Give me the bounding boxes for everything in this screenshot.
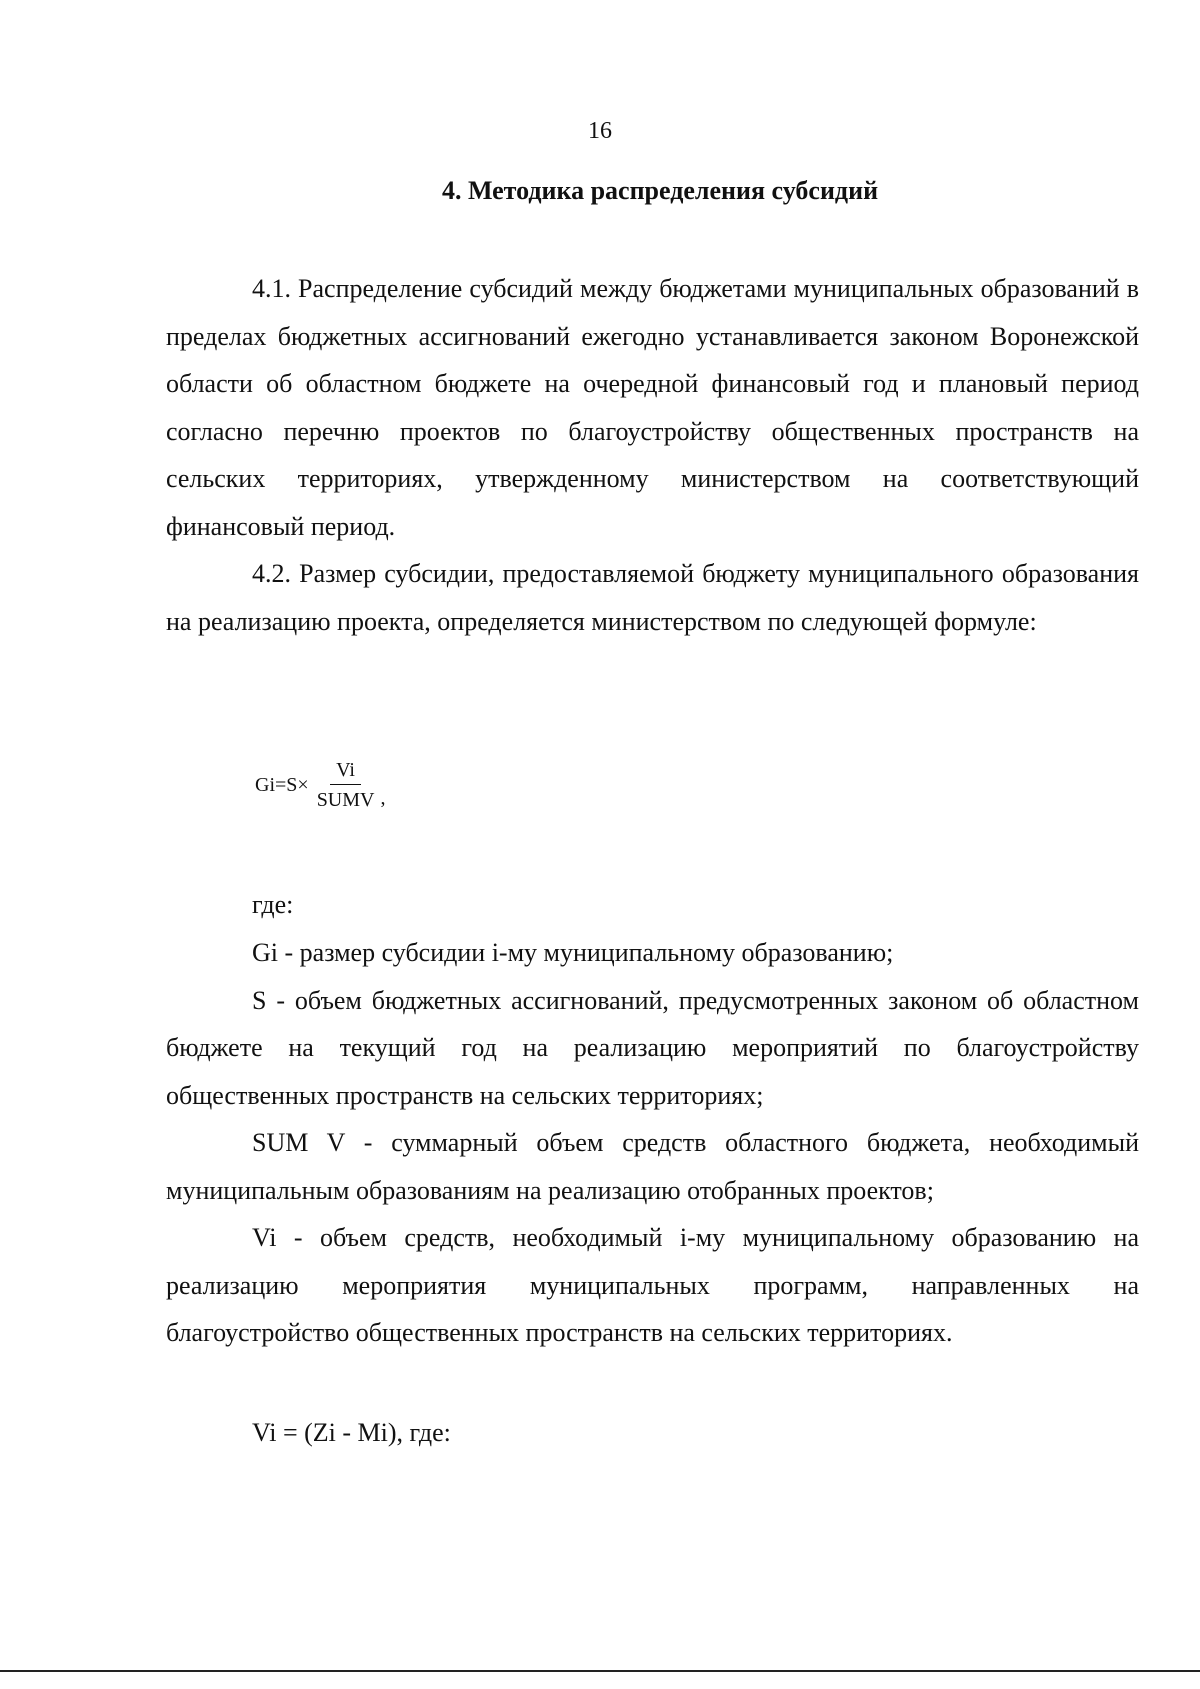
page-number: 16 [588, 118, 612, 144]
definition-vi: Vi - объем средств, необходимый i-му муниципальному образованию на реализацию мероприятия муниципальных программ, направленных на благоустройство общественных пространств на сельских территориях. [166, 1223, 1139, 1347]
bottom-rule [0, 1670, 1200, 1672]
body-text [166, 265, 1139, 645]
definition-s: S - объем бюджетных ассигнований, предусмотренных законом об областном бюджете на текущий год на реализацию мероприятий по благоустройству общественных пространств на сельских территориях; [166, 985, 1139, 1110]
definition-sumv: SUM V - суммарный объем средств областного бюджета, необходимый муниципальным образованиям на реализацию отобранных проектов; [166, 1128, 1139, 1205]
definitions [166, 929, 1139, 1357]
formula-trail: , [380, 787, 386, 809]
formula-fraction [311, 758, 381, 812]
formula-numerator: Vi [330, 758, 361, 785]
subsidy-formula [255, 758, 385, 812]
formula-lhs: Gi=S× [255, 774, 309, 796]
section-heading: 4. Методика распределения субсидий [441, 176, 879, 205]
vi-formula: Vi = (Zi - Mi), где: [252, 1418, 451, 1447]
definition-gi: Gi - размер субсидии i-му муниципальному образованию; [252, 938, 894, 967]
paragraph-4-1: 4.1. Распределение субсидий между бюджетами муниципальных образований в пределах бюджетных ассигнований ежегодно устанавливается законом Воронежской области об областном бюджете на очередной финансовый год и плановый период согласно перечню проектов по благоустройству общественных пространств на сельских территориях, утвержденному министерством на соответствующий финансовый период. [166, 274, 1139, 541]
where-label: где: [252, 890, 294, 919]
formula-denominator: SUMV [316, 789, 375, 811]
paragraph-4-2: 4.2. Размер субсидии, предоставляемой бюджету муниципального образования на реализацию проекта, определяется министерством по следующей формуле: [166, 559, 1139, 636]
